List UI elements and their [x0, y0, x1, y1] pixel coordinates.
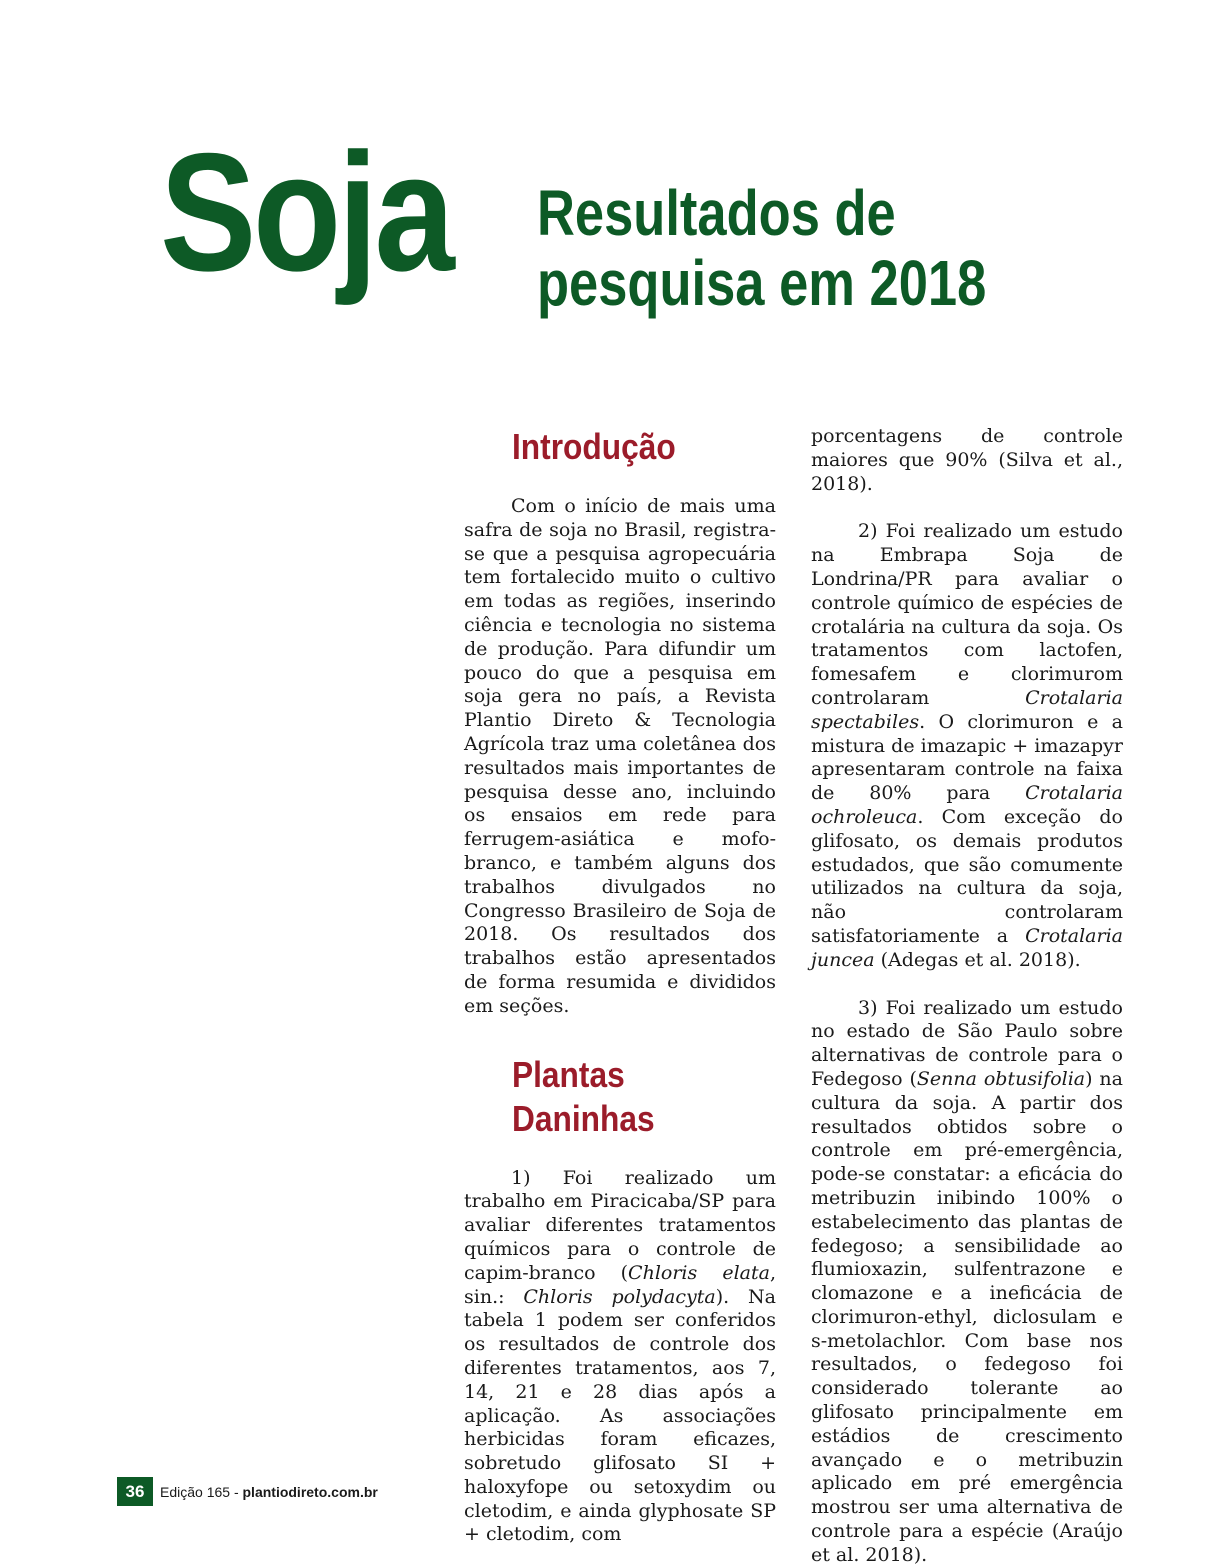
paragraph-3: 3) Foi realizado um estudo no estado de São Paulo sobre alternativas de controle para o Fedegoso (Senna obtusifolia) na cultura da soja. A partir dos resultados obtidos sobre o controle em pré-emergência, pode-se constatar: a eficácia do metribuzin inibindo 100% o estabelecimento das plantas de fedegoso; a sensibilidade ao flumioxazin, sulfentrazone e clomazone e a ineficácia de clorimuron-ethyl, diclosulam e s-metolachlor. Com base nos resultados, o fedegoso foi considerado tolerante ao glifosato principalmente em estádios de crescimento avançado e o metribuzin aplicado em pré emergência mostrou ser uma alternativa de controle para a espécie (Araújo et al. 2018).	[811, 996, 1123, 1566]
paragraph-2: 2) Foi realizado um estudo na Embrapa Soja de Londrina/PR para avaliar o controle químico de espécies de crotalária na cultura da soja. Os tratamentos com lactofen, fomesafem e clorimurom controlaram Crotalaria spectabiles. O clorimuron e a mistura de imazapic + imazapyr apresentaram controle na faixa de 80% para Crotalaria ochroleuca. Com exceção do glifosato, os demais produtos estudados, que são comumente utilizados na cultura da soja, não controlaram satisfatoriamente a Crotalaria juncea (Adegas et al. 2018).	[811, 520, 1123, 971]
paragraph-intro: Com o início de mais uma safra de soja no Brasil, registra-se que a pesquisa agropecuária tem fortalecido muito o cultivo em todas as regiões, inserindo ciência e tecnologia no sistema de produção. Para difundir um pouco do que a pesquisa em soja gera no país, a Revista Plantio Direto & Tecnologia Agrícola traz uma coletânea dos resultados mais importantes de pesquisa desse ano, incluindo os ensaios em rede para ferrugem-asiática e mofo-branco, e também alguns dos trabalhos divulgados no Congresso Brasileiro de Soja de 2018. Os resultados dos trabalhos estão apresentados de forma resumida e divididos em seções.	[464, 495, 776, 1017]
heading-introducao: Introdução	[512, 426, 676, 467]
title-subtitle	[537, 178, 986, 318]
subtitle-line-1: Resultados de	[537, 177, 896, 249]
title-soja: Soja	[160, 118, 452, 306]
paragraph-1: 1) Foi realizado um trabalho em Piracicaba/SP para avaliar diferentes tratamentos químicos para o controle de capim-branco (Chloris elata, sin.: Chloris polydacyta). Na tabela 1 podem ser conferidos os resultados de controle dos diferentes tratamentos, aos 7, 14, 21 e 28 dias após a aplicação. As associações herbicidas foram eficazes, sobretudo glifosato SI + haloxyfope ou setoxydim ou cletodim, e ainda glyphosate SP + cletodim, com	[464, 1166, 777, 1546]
footer-edition: Edição 165 - plantiodireto.com.br	[160, 1483, 378, 1500]
left-column	[464, 425, 776, 1547]
page-number: 36	[117, 1477, 153, 1506]
heading-line-2: Daninhas	[512, 1097, 655, 1139]
right-column	[811, 425, 1123, 1568]
footer-site-link[interactable]: plantiodireto.com.br	[242, 1483, 378, 1500]
heading-plantas-daninhas	[512, 1053, 744, 1141]
subtitle-line-2: pesquisa em 2018	[537, 247, 987, 319]
paragraph-1-continued: porcentagens de controle maiores que 90% (Silva et al., 2018).	[811, 425, 1123, 495]
heading-line-1: Plantas	[512, 1053, 625, 1095]
page-footer	[117, 1477, 378, 1506]
